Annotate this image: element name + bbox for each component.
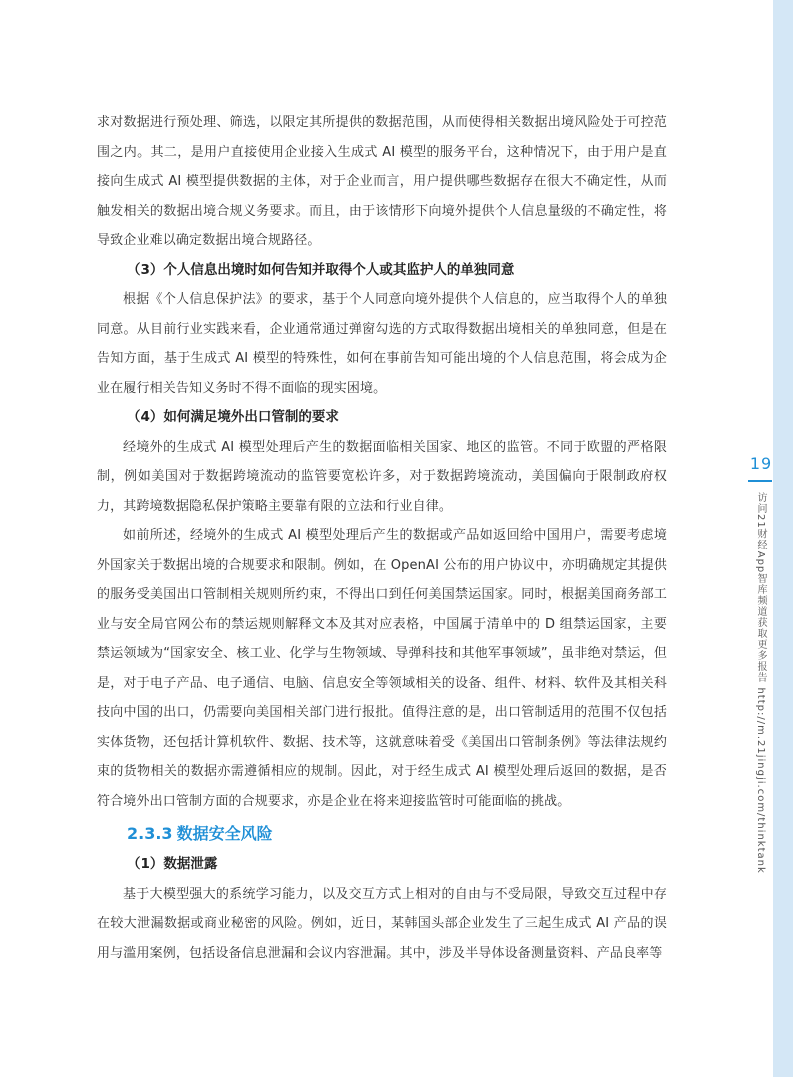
subheading-3: （3）个人信息出境时如何告知并取得个人或其监护人的单独同意 <box>127 261 515 278</box>
page-number: 19 <box>749 454 773 473</box>
side-caption: 访问21财经App智库频道获取更多报告 http://m.21jingji.com/thinktank <box>755 492 766 874</box>
paragraph-5: 基于大模型强大的系统学习能力，以及交互方式上相对的自由与不受局限，导致交互过程中存在较大泄漏数据或商业秘密的风险。例如，近日，某韩国头部企业发生了三起生成式 AI 产品的误用与滥用案例，包括设备信息泄漏和会议内容泄漏。其中，涉及半导体设备测量资料、产品良率等 <box>97 886 667 961</box>
section-number: 2.3.3 <box>127 824 173 843</box>
main-text-column <box>97 108 667 968</box>
page-number-rule <box>748 480 772 482</box>
paragraph-2: 根据《个人信息保护法》的要求，基于个人同意向境外提供个人信息的，应当取得个人的单独同意。从目前行业实践来看，企业通常通过弹窗勾选的方式取得数据出境相关的单独同意，但是在告知方面，基于生成式 AI 模型的特殊性，如何在事前告知可能出境的个人信息范围，将会成为企业在履行相关告知义务时不得不面临的现实困境。 <box>97 292 667 396</box>
subheading-4: （4）如何满足境外出口管制的要求 <box>127 409 339 425</box>
section-heading <box>97 818 667 850</box>
paragraph-1: 求对数据进行预处理、筛选，以限定其所提供的数据范围，从而使得相关数据出境风险处于可控范围之内。其二，是用户直接使用企业接入生成式 AI 模型的服务平台，这种情况下，由于用户是直接向生成式 AI 模型提供数据的主体，对于企业而言，用户提供哪些数据存在很大不确定性，从而触发相关的数据出境合规义务要求。而且，由于该情形下向境外提供个人信息量级的不确定性，将导致企业难以确定数据出境合规路径。 <box>97 115 667 248</box>
paragraph-4: 如前所述，经境外的生成式 AI 模型处理后产生的数据或产品如返回给中国用户，需要考虑境外国家关于数据出境的合规要求和限制。例如，在 OpenAI 公布的用户协议中，亦明确规定其提供的服务受美国出口管制相关规则所约束，不得出口到任何美国禁运国家。同时，根据美国商务部工业与安全局官网公布的禁运规则解释文本及其对应表格，中国属于清单中的 D 组禁运国家，主要禁运领域为“国家安全、核工业、化学与生物领域、导弹科技和其他军事领域”，虽非绝对禁运，但是，对于电子产品、电子通信、电脑、信息安全等领域相关的设备、组件、材料、软件及其相关科技向中国的出口，仍需要向美国相关部门进行报批。值得注意的是，出口管制适用的范围不仅包括实体货物，还包括计算机软件、数据、技术等，这就意味着受《美国出口管制条例》等法律法规约束的货物相关的数据亦需遵循相应的规制。因此，对于经生成式 AI 模型处理后返回的数据，是否符合境外出口管制方面的合规要求，亦是企业在将来迎接监管时可能面临的挑战。 <box>97 528 667 809</box>
subheading-1: （1）数据泄露 <box>127 856 218 872</box>
paragraph-3: 经境外的生成式 AI 模型处理后产生的数据面临相关国家、地区的监管。不同于欧盟的严格限制，例如美国对于数据跨境流动的监管要宽松许多，对于数据跨境流动，美国偏向于限制政府权力，其跨境数据隐私保护策略主要靠有限的立法和行业自律。 <box>97 439 667 514</box>
section-title: 数据安全风险 <box>176 824 273 843</box>
side-accent-bar <box>773 0 793 1077</box>
